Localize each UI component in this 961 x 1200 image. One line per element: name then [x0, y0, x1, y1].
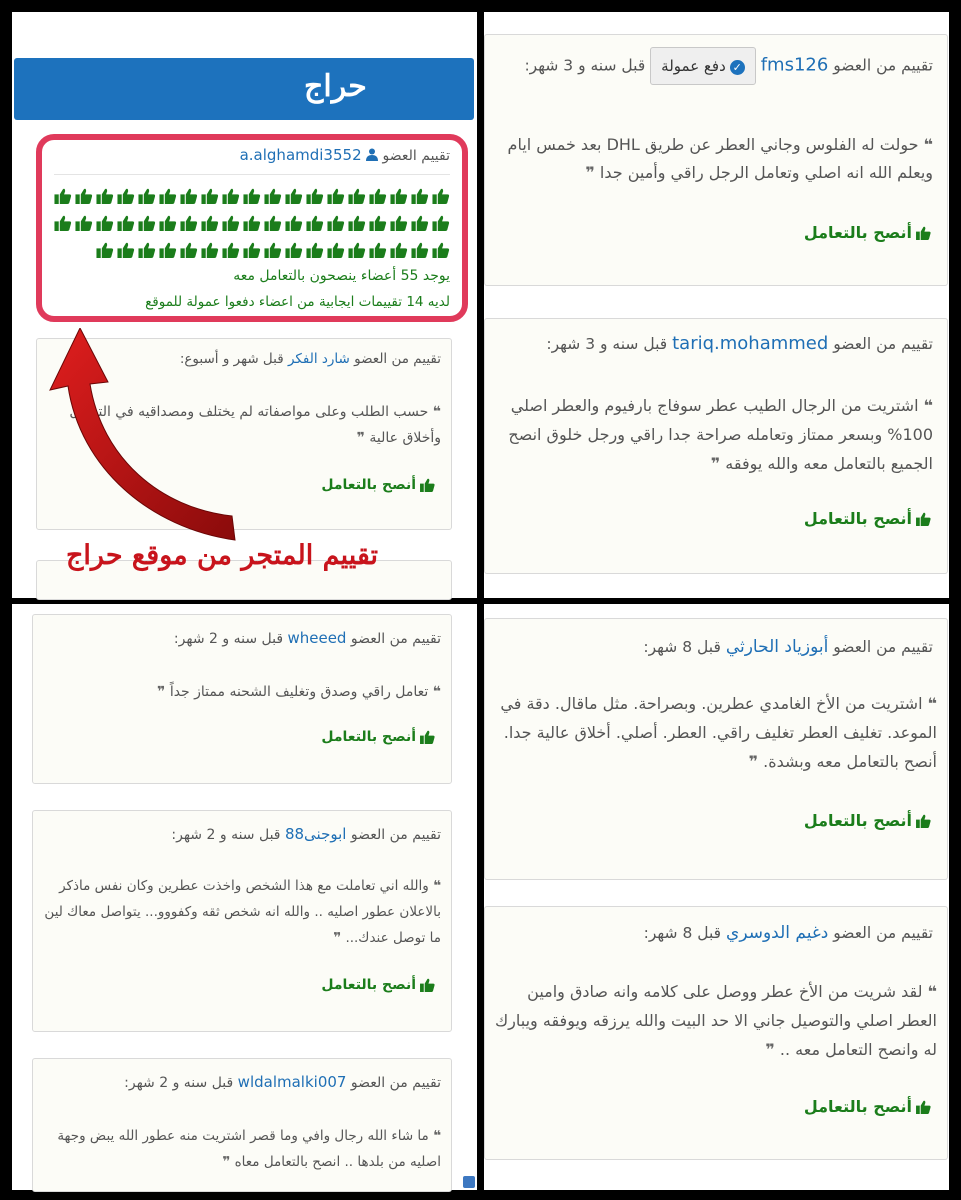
- quote-open-icon: ❝: [432, 684, 441, 700]
- review-prefix: تقييم من العضو: [350, 1075, 441, 1091]
- check-circle-icon: ✓: [730, 60, 745, 75]
- haraj-banner[interactable]: [14, 58, 474, 120]
- reviewer-link[interactable]: wheeed: [287, 629, 347, 647]
- review-header: [643, 637, 933, 657]
- divider: [54, 174, 450, 175]
- thumbs-up-icon: [306, 215, 324, 231]
- thumbs-up-icon: [54, 188, 72, 204]
- recommend-badge: [804, 223, 931, 242]
- recommend-badge: [804, 509, 931, 528]
- review-text-block: [41, 1123, 441, 1175]
- thumbs-row: [54, 188, 450, 204]
- review-time: قبل سنه و 2 شهر:: [171, 827, 281, 843]
- profile-summary-box: [36, 134, 468, 322]
- thumbs-up-icon: [243, 188, 261, 204]
- thumbs-up-icon: [306, 242, 324, 258]
- thumbs-up-icon: [411, 215, 429, 231]
- thumbs-up-icon: [285, 215, 303, 231]
- reviewer-link[interactable]: شارد الفكر: [287, 351, 350, 367]
- recommend-label: أنصح بالتعامل: [803, 223, 912, 242]
- recommend-label: أنصح بالتعامل: [321, 729, 416, 745]
- review-prefix: تقييم من العضو: [833, 924, 933, 942]
- thumbs-up-icon: [411, 242, 429, 258]
- profile-label: تقييم العضو: [382, 148, 450, 164]
- thumbs-up-icon: [180, 242, 198, 258]
- review-card: [32, 1058, 452, 1192]
- quote-open-icon: ❝: [432, 404, 441, 420]
- thumbs-up-icon: [369, 242, 387, 258]
- review-header: [495, 47, 933, 85]
- thumbs-up-icon: [138, 188, 156, 204]
- thumbs-up-icon: [285, 188, 303, 204]
- thumbs-up-icon: [916, 512, 931, 526]
- recommend-label: أنصح بالتعامل: [803, 811, 912, 830]
- thumbs-up-icon: [222, 188, 240, 204]
- review-card: [484, 906, 948, 1160]
- store-rating-caption: تقييم المتجر من موقع حراج: [66, 540, 379, 571]
- thumbs-up-icon: [420, 978, 435, 992]
- thumbs-up-icon: [243, 215, 261, 231]
- user-icon: [366, 148, 378, 161]
- thumbs-up-icon: [432, 242, 450, 258]
- thumbs-up-icon: [348, 215, 366, 231]
- review-card: [484, 618, 948, 880]
- review-time: قبل سنه و 3 شهر:: [546, 335, 668, 353]
- review-header: [174, 629, 441, 647]
- thumbs-up-icon: [348, 188, 366, 204]
- recommend-badge: [321, 729, 435, 745]
- thumbs-up-icon: [222, 215, 240, 231]
- thumbs-up-icon: [306, 188, 324, 204]
- review-card: [32, 810, 452, 1032]
- thumbs-up-icon: [201, 188, 219, 204]
- thumbs-up-icon: [159, 215, 177, 231]
- thumbs-up-icon: [96, 215, 114, 231]
- floating-widget-icon[interactable]: [463, 1176, 475, 1188]
- thumbs-up-icon: [285, 242, 303, 258]
- recommend-label: أنصح بالتعامل: [321, 477, 416, 493]
- review-card: [32, 614, 452, 784]
- quote-close-icon: ❞: [356, 430, 365, 446]
- reviewer-link[interactable]: fms126: [760, 54, 829, 76]
- thumbs-up-icon: [54, 215, 72, 231]
- thumbs-up-icon: [180, 188, 198, 204]
- recommend-badge: [321, 977, 435, 993]
- thumbs-up-icon: [348, 242, 366, 258]
- review-prefix: تقييم من العضو: [354, 351, 441, 367]
- thumbs-up-icon: [96, 242, 114, 258]
- thumbs-up-icon: [264, 188, 282, 204]
- review-text: ما شاء الله رجال وافي وما قصر اشتريت منه عطور الله يبض وجهة اصليه من بلدها .. انصح بالتعامل معاه: [57, 1128, 441, 1170]
- quote-open-icon: ❝: [927, 694, 937, 713]
- thumbs-up-icon: [916, 226, 931, 240]
- reviewer-link[interactable]: tariq.mohammed: [672, 333, 829, 354]
- quote-open-icon: ❝: [923, 396, 933, 415]
- review-header: [644, 923, 933, 943]
- thumbs-up-icon: [96, 188, 114, 204]
- thumbs-up-icon: [75, 188, 93, 204]
- quote-open-icon: ❝: [433, 878, 441, 894]
- quote-close-icon: ❞: [748, 752, 759, 771]
- thumbs-up-icon: [327, 188, 345, 204]
- thumbs-up-icon: [327, 215, 345, 231]
- thumbs-up-icon: [916, 814, 931, 828]
- thumbs-row: [96, 242, 450, 258]
- review-text: اشتريت من الرجال الطيب عطر سوفاج بارفيوم والعطر اصلي 100% وبسعر ممتاز وتعامله صراحة جدا راقي ورجل خلوق انصح الجميع بالتعامل معه والله يوفقه: [508, 396, 933, 473]
- thumbs-up-icon: [264, 242, 282, 258]
- haraj-logo: حراج: [304, 69, 367, 104]
- thumbs-up-icon: [390, 242, 408, 258]
- thumbs-up-icon: [420, 478, 435, 492]
- thumbs-up-icon: [138, 242, 156, 258]
- thumbs-up-icon: [138, 215, 156, 231]
- review-text-block: [491, 689, 937, 776]
- review-time: قبل سنه و 2 شهر:: [124, 1075, 234, 1091]
- reviewer-link[interactable]: wldalmalki007: [237, 1073, 347, 1091]
- review-header: [546, 333, 933, 354]
- thumbs-up-icon: [432, 188, 450, 204]
- recommend-label: أنصح بالتعامل: [803, 509, 912, 528]
- thumbs-row: [54, 215, 450, 231]
- thumbs-up-icon: [222, 242, 240, 258]
- thumbs-up-icon: [411, 188, 429, 204]
- thumbs-up-icon: [390, 188, 408, 204]
- thumbs-up-icon: [327, 242, 345, 258]
- review-text: لقد شريت من الأخ عطر ووصل على كلامه وانه صادق وامين العطر اصلي والتوصيل جاني الا حد البيت والله يرزقه ويوفقه ويبارك له وانصح التعامل معه ..: [494, 982, 937, 1059]
- quote-open-icon: ❝: [927, 982, 937, 1001]
- profile-user-link[interactable]: a.alghamdi3552: [239, 146, 362, 164]
- review-prefix: تقييم من العضو: [350, 827, 441, 843]
- review-prefix: تقييم من العضو: [833, 335, 933, 353]
- quote-open-icon: ❝: [433, 1128, 441, 1144]
- review-prefix: تقييم من العضو: [833, 56, 933, 75]
- review-time: قبل سنه و 2 شهر:: [173, 631, 284, 647]
- reviewer-link[interactable]: ابوجنى88: [284, 825, 347, 843]
- review-prefix: تقييم من العضو: [350, 631, 441, 647]
- recommend-count-text: يوجد 55 أعضاء ينصحون بالتعامل معه: [233, 268, 450, 284]
- thumbs-up-icon: [916, 1100, 931, 1114]
- thumbs-up-icon: [264, 215, 282, 231]
- recommend-badge: [321, 477, 435, 493]
- quote-open-icon: ❝: [923, 135, 933, 154]
- commission-paid-badge: [650, 47, 756, 85]
- review-text: اشتريت من الأخ الغامدي عطرين. وبصراحة. مثل ماقال. دقة في الموعد. تغليف العطر تغليف راقي. العطر. أصلي. أخلاق عالية جدا. أنصح بالتعامل معه وبشدة.: [500, 694, 937, 771]
- quote-close-icon: ❞: [333, 930, 342, 946]
- quote-close-icon: ❞: [585, 163, 595, 182]
- quote-close-icon: ❞: [710, 454, 721, 473]
- profile-header: [240, 146, 450, 164]
- review-time: قبل 8 شهر:: [643, 924, 722, 942]
- thumbs-up-icon: [117, 242, 135, 258]
- commission-text: لديه 14 تقييمات ايجابية من اعضاء دفعوا عمولة للموقع: [145, 294, 450, 310]
- review-text-block: [41, 679, 441, 705]
- thumbs-up-icon: [201, 215, 219, 231]
- reviewer-link[interactable]: دغيم الدوسري: [726, 923, 829, 943]
- review-header: [171, 825, 441, 843]
- recommend-label: أنصح بالتعامل: [321, 977, 416, 993]
- reviewer-link[interactable]: أبوزياد الحارثي: [725, 637, 829, 657]
- recommend-badge: [804, 811, 931, 830]
- thumbs-up-icon: [201, 242, 219, 258]
- thumbs-up-icon: [243, 242, 261, 258]
- review-time: قبل شهر و أسبوع:: [179, 351, 284, 367]
- quote-close-icon: ❞: [222, 1154, 231, 1170]
- quote-close-icon: ❞: [157, 684, 166, 700]
- thumbs-up-icon: [420, 730, 435, 744]
- review-text: حولت له الفلوس وجاني العطر عن طريق DHL بعد خمس ايام ويعلم الله انه اصلي وتعامل الرجل راقي وأمين جدا: [507, 135, 933, 182]
- badge-label: دفع عمولة: [661, 57, 726, 75]
- review-text: حسب الطلب وعلى مواصفاته لم يختلف ومصداقيه في التعامل وأخلاق عالية: [69, 404, 441, 446]
- thumbs-up-icon: [75, 215, 93, 231]
- review-card: [484, 318, 948, 574]
- red-arrow-graphic: [10, 328, 240, 568]
- thumbs-up-icon: [159, 242, 177, 258]
- review-prefix: تقييم من العضو: [833, 638, 933, 656]
- thumbs-up-icon: [390, 215, 408, 231]
- review-card: [484, 34, 948, 286]
- recommend-label: أنصح بالتعامل: [803, 1097, 912, 1116]
- thumbs-up-icon: [432, 215, 450, 231]
- review-text-block: [491, 131, 933, 187]
- thumbs-up-icon: [117, 215, 135, 231]
- recommend-badge: [804, 1097, 931, 1116]
- review-time: قبل 8 شهر:: [643, 638, 721, 656]
- review-text: تعامل راقي وصدق وتغليف الشحنه ممتاز جداً: [169, 684, 429, 700]
- review-time: قبل سنه و 3 شهر:: [524, 56, 646, 75]
- review-text-block: [39, 873, 441, 951]
- thumbs-up-icon: [369, 188, 387, 204]
- review-text-block: [493, 391, 933, 478]
- review-header: [124, 1073, 441, 1091]
- quote-close-icon: ❞: [765, 1040, 775, 1059]
- thumbs-up-icon: [117, 188, 135, 204]
- thumbs-up-icon: [369, 215, 387, 231]
- review-text: والله اني تعاملت مع هذا الشخص واخذت عطرين وكان نفس ماذكر بالاعلان عطور اصليه .. والله انه شخص ثقه وكفووو... يتواصل معاك لين ما توصل عندك...: [44, 878, 441, 946]
- thumbs-up-icon: [159, 188, 177, 204]
- thumbs-up-icon: [180, 215, 198, 231]
- review-text-block: [495, 977, 937, 1064]
